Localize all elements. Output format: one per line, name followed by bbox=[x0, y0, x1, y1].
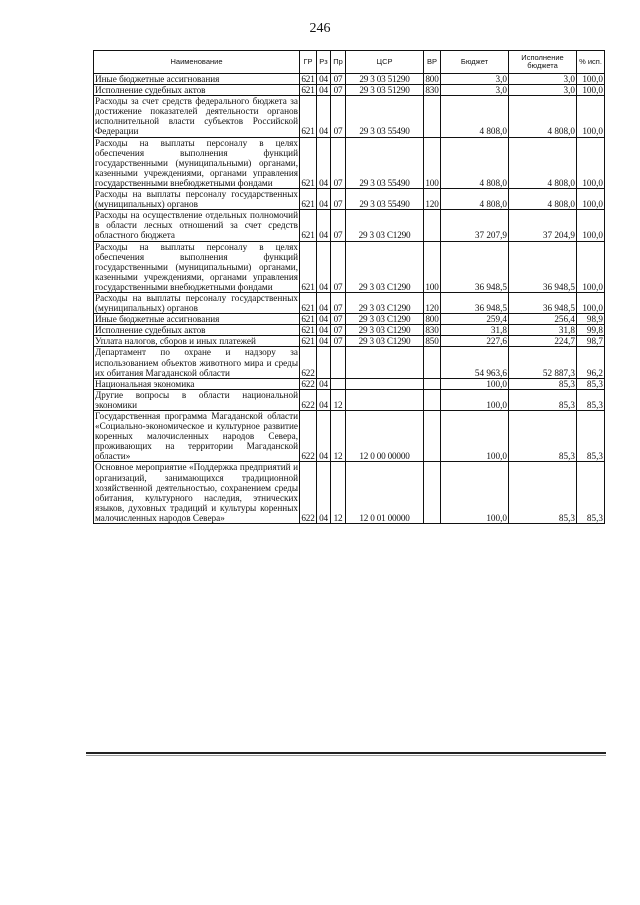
cell-gr: 621 bbox=[301, 314, 315, 325]
cell-gr: 621 bbox=[301, 85, 315, 96]
cell-budget: 31,8 bbox=[441, 325, 509, 336]
table-body bbox=[94, 74, 605, 524]
cell-csr: 12 0 00 00000 bbox=[346, 411, 424, 462]
cell-budget: 4 808,0 bbox=[441, 137, 509, 188]
cell-csr: 29 3 03 С1290 bbox=[346, 314, 424, 325]
cell-name: Исполнение судебных актов bbox=[94, 325, 300, 336]
cell-budget: 227,6 bbox=[441, 336, 509, 347]
cell-name: Расходы на выплаты персоналу государственных (муниципальных) органов bbox=[95, 189, 298, 210]
cell-rz: 04 bbox=[317, 378, 331, 389]
header-pr: Пр bbox=[331, 51, 346, 74]
cell-rz: 04 bbox=[317, 85, 331, 96]
page-number: 246 bbox=[309, 21, 331, 36]
cell-percent: 100,0 bbox=[577, 189, 605, 210]
footer-rule-secondary bbox=[86, 755, 606, 756]
cell-percent: 85,3 bbox=[577, 378, 605, 389]
cell-pr: 07 bbox=[331, 74, 346, 85]
cell-execution: 36 948,5 bbox=[509, 241, 577, 292]
cell-name: Расходы на выплаты персоналу государственных (муниципальных) органов bbox=[95, 292, 298, 314]
cell-csr: 29 3 03 55490 bbox=[346, 96, 424, 137]
cell-rz: 04 bbox=[317, 389, 331, 410]
cell-name: Расходы на выплаты персоналу в целях обеспечения выполнения функций государственными (муниципальными) органами, казенными учреждениями, органами управления государственными внебюджетными фондами bbox=[95, 137, 298, 188]
cell-budget: 3,0 bbox=[441, 74, 509, 85]
table-row bbox=[94, 74, 605, 85]
cell-csr bbox=[346, 389, 424, 410]
cell-rz: 04 bbox=[317, 336, 331, 347]
cell-rz: 04 bbox=[317, 325, 331, 336]
cell-vr bbox=[424, 462, 441, 524]
table-row bbox=[94, 210, 605, 241]
cell-budget: 4 808,0 bbox=[441, 189, 509, 210]
cell-execution: 4 808,0 bbox=[509, 189, 577, 210]
cell-pr: 07 bbox=[331, 137, 346, 188]
cell-budget: 36 948,5 bbox=[441, 241, 509, 292]
cell-name: Иные бюджетные ассигнования bbox=[94, 74, 300, 85]
header-gr: ГР bbox=[300, 51, 317, 74]
cell-execution: 4 808,0 bbox=[509, 137, 577, 188]
cell-name: Расходы за счет средств федерального бюджета за достижение показателей деятельности органов исполнительной власти субъектов Российской Федерации bbox=[95, 96, 298, 137]
cell-gr: 621 bbox=[300, 292, 317, 313]
cell-gr: 621 bbox=[300, 137, 317, 188]
cell-gr: 621 bbox=[300, 189, 317, 210]
cell-gr: 621 bbox=[301, 336, 315, 347]
cell-vr: 100 bbox=[424, 137, 441, 188]
cell-csr: 29 3 03 С1290 bbox=[346, 336, 424, 347]
header-vr: ВР bbox=[424, 51, 441, 74]
cell-execution: 3,0 bbox=[509, 74, 577, 85]
cell-percent: 100,0 bbox=[577, 241, 605, 292]
cell-csr: 29 3 03 С1290 bbox=[346, 210, 424, 241]
cell-execution: 224,7 bbox=[509, 336, 577, 347]
cell-execution: 85,3 bbox=[509, 462, 577, 524]
cell-vr: 800 bbox=[425, 74, 439, 84]
cell-budget: 4 808,0 bbox=[441, 96, 509, 137]
table-row bbox=[94, 462, 605, 524]
cell-budget: 37 207,9 bbox=[441, 210, 509, 241]
cell-budget: 3,0 bbox=[441, 85, 509, 96]
cell-name: Основное мероприятие «Поддержка предприятий и организаций, занимающихся традиционной хозяйственной деятельностью, сохранением среды обитания, культурного наследия, этнических языков, духовных традиций и культуры коренных малочисленных народов Севера» bbox=[95, 462, 298, 523]
cell-pr: 07 bbox=[331, 325, 346, 336]
cell-vr bbox=[424, 96, 441, 137]
cell-execution: 85,3 bbox=[509, 389, 577, 410]
cell-execution: 31,8 bbox=[509, 325, 577, 336]
cell-execution: 52 887,3 bbox=[509, 347, 577, 378]
cell-pr bbox=[331, 347, 346, 378]
table-row bbox=[94, 314, 605, 325]
cell-name: Уплата налогов, сборов и иных платежей bbox=[94, 336, 300, 347]
cell-percent: 100,0 bbox=[577, 292, 605, 313]
cell-pr: 12 bbox=[331, 411, 346, 462]
cell-pr bbox=[331, 378, 346, 389]
table-row bbox=[94, 325, 605, 336]
cell-rz: 04 bbox=[317, 96, 331, 137]
table-header-row bbox=[94, 51, 605, 74]
cell-gr: 622 bbox=[300, 347, 317, 378]
header-csr: ЦСР bbox=[346, 51, 424, 74]
cell-execution: 85,3 bbox=[509, 411, 577, 462]
cell-percent: 100,0 bbox=[577, 137, 605, 188]
cell-vr bbox=[424, 347, 441, 378]
header-rz: Рз bbox=[317, 51, 331, 74]
cell-csr bbox=[346, 347, 424, 378]
cell-csr: 29 3 03 51290 bbox=[346, 85, 424, 96]
cell-percent: 100,0 bbox=[577, 85, 605, 96]
table-row bbox=[94, 96, 605, 137]
cell-rz: 04 bbox=[317, 74, 331, 85]
cell-rz: 04 bbox=[317, 189, 331, 210]
cell-execution: 37 204,9 bbox=[509, 210, 577, 241]
cell-percent: 100,0 bbox=[577, 210, 605, 241]
cell-csr bbox=[346, 378, 424, 389]
table-row bbox=[94, 292, 605, 313]
cell-vr: 100 bbox=[424, 241, 441, 292]
cell-rz: 04 bbox=[317, 210, 331, 241]
cell-gr: 621 bbox=[301, 74, 315, 84]
header-budget: Бюджет bbox=[441, 51, 509, 74]
cell-pr: 07 bbox=[331, 292, 346, 313]
cell-name: Национальная экономика bbox=[94, 378, 300, 389]
cell-pr: 07 bbox=[331, 241, 346, 292]
cell-rz: 04 bbox=[317, 314, 331, 325]
cell-vr: 120 bbox=[424, 189, 441, 210]
cell-rz bbox=[317, 347, 331, 378]
cell-pr: 12 bbox=[331, 389, 346, 410]
cell-pr: 07 bbox=[331, 189, 346, 210]
cell-gr: 621 bbox=[300, 96, 317, 137]
cell-name: Расходы на осуществление отдельных полномочий в области лесных отношений за счет средств областного бюджета bbox=[95, 210, 298, 241]
cell-percent: 100,0 bbox=[577, 74, 605, 85]
cell-vr bbox=[424, 389, 441, 410]
cell-percent: 98,9 bbox=[577, 314, 605, 325]
cell-csr: 29 3 03 С1290 bbox=[346, 325, 424, 336]
cell-gr: 621 bbox=[300, 210, 317, 241]
cell-budget: 100,0 bbox=[441, 389, 509, 410]
cell-gr: 621 bbox=[300, 241, 317, 292]
cell-rz: 04 bbox=[317, 292, 331, 313]
cell-execution: 36 948,5 bbox=[509, 292, 577, 313]
cell-rz: 04 bbox=[317, 241, 331, 292]
cell-percent: 99,8 bbox=[577, 325, 605, 336]
header-name: Наименование bbox=[94, 51, 300, 74]
cell-pr: 12 bbox=[331, 462, 346, 524]
table-row bbox=[94, 347, 605, 378]
cell-vr: 830 bbox=[425, 85, 439, 96]
cell-gr: 622 bbox=[301, 378, 315, 389]
cell-name: Иные бюджетные ассигнования bbox=[94, 314, 300, 325]
cell-execution: 256,4 bbox=[509, 314, 577, 325]
cell-rz: 04 bbox=[317, 137, 331, 188]
cell-pr: 07 bbox=[331, 336, 346, 347]
cell-csr: 29 3 03 51290 bbox=[346, 74, 424, 85]
budget-table bbox=[93, 50, 605, 524]
cell-csr: 29 3 03 С1290 bbox=[346, 241, 424, 292]
cell-vr: 850 bbox=[425, 336, 439, 347]
cell-name: Департамент по охране и надзору за использованием объектов животного мира и среды их обитания Магаданской области bbox=[95, 347, 298, 378]
cell-name: Исполнение судебных актов bbox=[94, 85, 300, 96]
cell-percent: 85,3 bbox=[577, 389, 605, 410]
cell-percent: 85,3 bbox=[577, 411, 605, 462]
footer-rule bbox=[86, 752, 606, 754]
table-row bbox=[94, 189, 605, 210]
cell-name: Другие вопросы в области национальной экономики bbox=[95, 389, 298, 410]
cell-budget: 259,4 bbox=[441, 314, 509, 325]
table-row bbox=[94, 85, 605, 96]
cell-percent: 96,2 bbox=[577, 347, 605, 378]
cell-pr: 07 bbox=[331, 85, 346, 96]
cell-rz: 04 bbox=[317, 462, 331, 524]
cell-csr: 29 3 03 55490 bbox=[346, 189, 424, 210]
cell-vr: 800 bbox=[425, 314, 439, 325]
cell-percent: 100,0 bbox=[577, 96, 605, 137]
cell-vr: 830 bbox=[425, 325, 439, 336]
cell-execution: 85,3 bbox=[509, 378, 577, 389]
cell-execution: 3,0 bbox=[509, 85, 577, 96]
cell-gr: 622 bbox=[300, 411, 317, 462]
cell-pr: 07 bbox=[331, 210, 346, 241]
cell-csr: 29 3 03 С1290 bbox=[346, 292, 424, 313]
cell-pr: 07 bbox=[331, 96, 346, 137]
cell-budget: 100,0 bbox=[441, 378, 509, 389]
cell-percent: 85,3 bbox=[577, 462, 605, 524]
cell-name: Расходы на выплаты персоналу в целях обеспечения выполнения функций государственными (муниципальными) органами, казенными учреждениями, органами управления государственными внебюджетными фондами bbox=[95, 241, 298, 292]
table-row bbox=[94, 378, 605, 389]
cell-pr: 07 bbox=[331, 314, 346, 325]
cell-budget: 54 963,6 bbox=[441, 347, 509, 378]
table-row bbox=[94, 336, 605, 347]
cell-vr: 120 bbox=[424, 292, 441, 313]
cell-budget: 36 948,5 bbox=[441, 292, 509, 313]
cell-name: Государственная программа Магаданской области «Социально-экономическое и культурное развитие коренных малочисленных народов Севера, проживающих на территории Магаданской области» bbox=[95, 411, 298, 462]
cell-gr: 622 bbox=[300, 462, 317, 524]
cell-vr bbox=[424, 411, 441, 462]
cell-vr bbox=[424, 378, 441, 389]
header-execution: Исполнение бюджета bbox=[509, 51, 577, 74]
cell-csr: 29 3 03 55490 bbox=[346, 137, 424, 188]
table-row bbox=[94, 389, 605, 410]
table-row bbox=[94, 411, 605, 462]
table-row bbox=[94, 137, 605, 188]
cell-rz: 04 bbox=[317, 411, 331, 462]
header-percent: % исп. bbox=[577, 51, 605, 74]
cell-csr: 12 0 01 00000 bbox=[346, 462, 424, 524]
cell-vr bbox=[424, 210, 441, 241]
table-row bbox=[94, 241, 605, 292]
cell-percent: 98,7 bbox=[577, 336, 605, 347]
cell-budget: 100,0 bbox=[441, 411, 509, 462]
cell-execution: 4 808,0 bbox=[509, 96, 577, 137]
cell-gr: 621 bbox=[301, 325, 315, 336]
cell-budget: 100,0 bbox=[441, 462, 509, 524]
cell-gr: 622 bbox=[300, 389, 317, 410]
